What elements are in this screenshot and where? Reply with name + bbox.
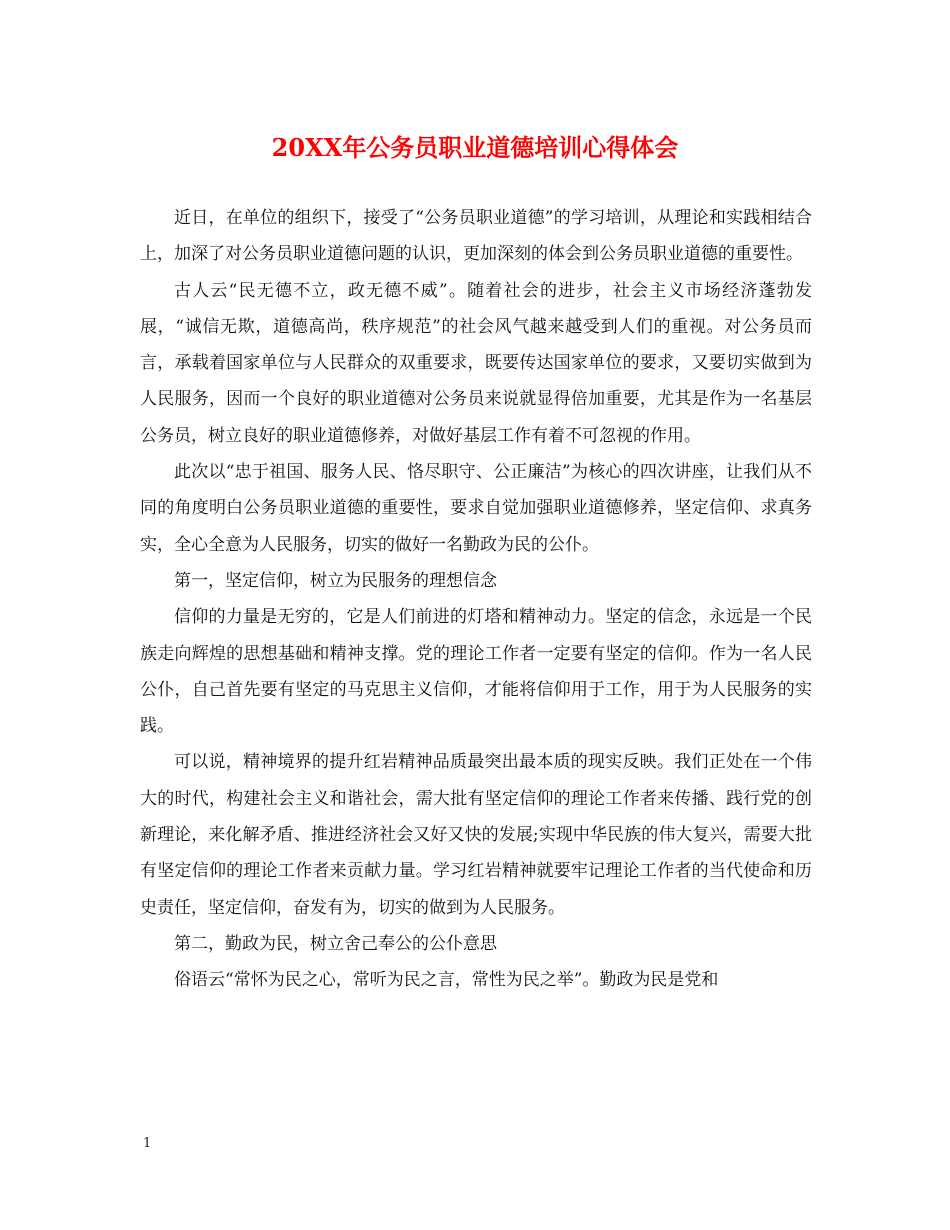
paragraph-ancient-saying: 古人云“民无德不立，政无德不威”。随着社会的进步，社会主义市场经济蓬勃发展，“诚信无欺，道德高尚，秩序规范”的社会风气越来越受到人们的重视。对公务员而言，承载着国家单位与人民群众的双重要求，既要传达国家单位的要求，又要切实做到为人民服务，因而一个良好的职业道德对公务员来说就显得倍加重要，尤其是作为一名基层公务员，树立良好的职业道德修养，对做好基层工作有着不可忽视的作用。	[140, 280, 812, 446]
section-heading-first: 第一，坚定信仰，树立为民服务的理想信念	[174, 570, 497, 591]
document-title: 20XX年公务员职业道德培训心得体会	[271, 133, 679, 162]
section-heading-second: 第二，勤政为民，树立舍己奉公的公仆意思	[174, 933, 497, 954]
document-body	[140, 200, 812, 999]
paragraph-faith: 信仰的力量是无穷的，它是人们前进的灯塔和精神动力。坚定的信念，永远是一个民族走向辉煌的思想基础和精神支撑。党的理论工作者一定要有坚定的信仰。作为一名人民公仆，自己首先要有坚定的马克思主义信仰，才能将信仰用于工作，用于为人民服务的实践。	[140, 607, 812, 737]
paragraph-spirit: 可以说，精神境界的提升红岩精神品质最突出最本质的现实反映。我们正处在一个伟大的时代，构建社会主义和谐社会，需大批有坚定信仰的理论工作者来传播、践行党的创新理论，来化解矛盾、推进经济社会又好又快的发展;实现中华民族的伟大复兴，需要大批有坚定信仰的理论工作者来贡献力量。学习红岩精神就要牢记理论工作者的当代使命和历史责任，坚定信仰，奋发有为，切实的做到为人民服务。	[140, 752, 812, 918]
paragraph-proverb: 俗语云“常怀为民之心，常听为民之言，常性为民之举”。勤政为民是党和	[174, 970, 719, 991]
paragraph-lectures: 此次以“忠于祖国、服务人民、恪尽职守、公正廉洁”为核心的四次讲座，让我们从不同的角度明白公务员职业道德的重要性，要求自觉加强职业道德修养，坚定信仰、求真务实，全心全意为人民服务，切实的做好一名勤政为民的公仆。	[140, 462, 812, 555]
page-number: 1	[143, 1136, 152, 1151]
paragraph-intro: 近日，在单位的组织下，接受了“公务员职业道德”的学习培训，从理论和实践相结合上，加深了对公务员职业道德问题的认识，更加深刻的体会到公务员职业道德的重要性。	[140, 208, 812, 265]
